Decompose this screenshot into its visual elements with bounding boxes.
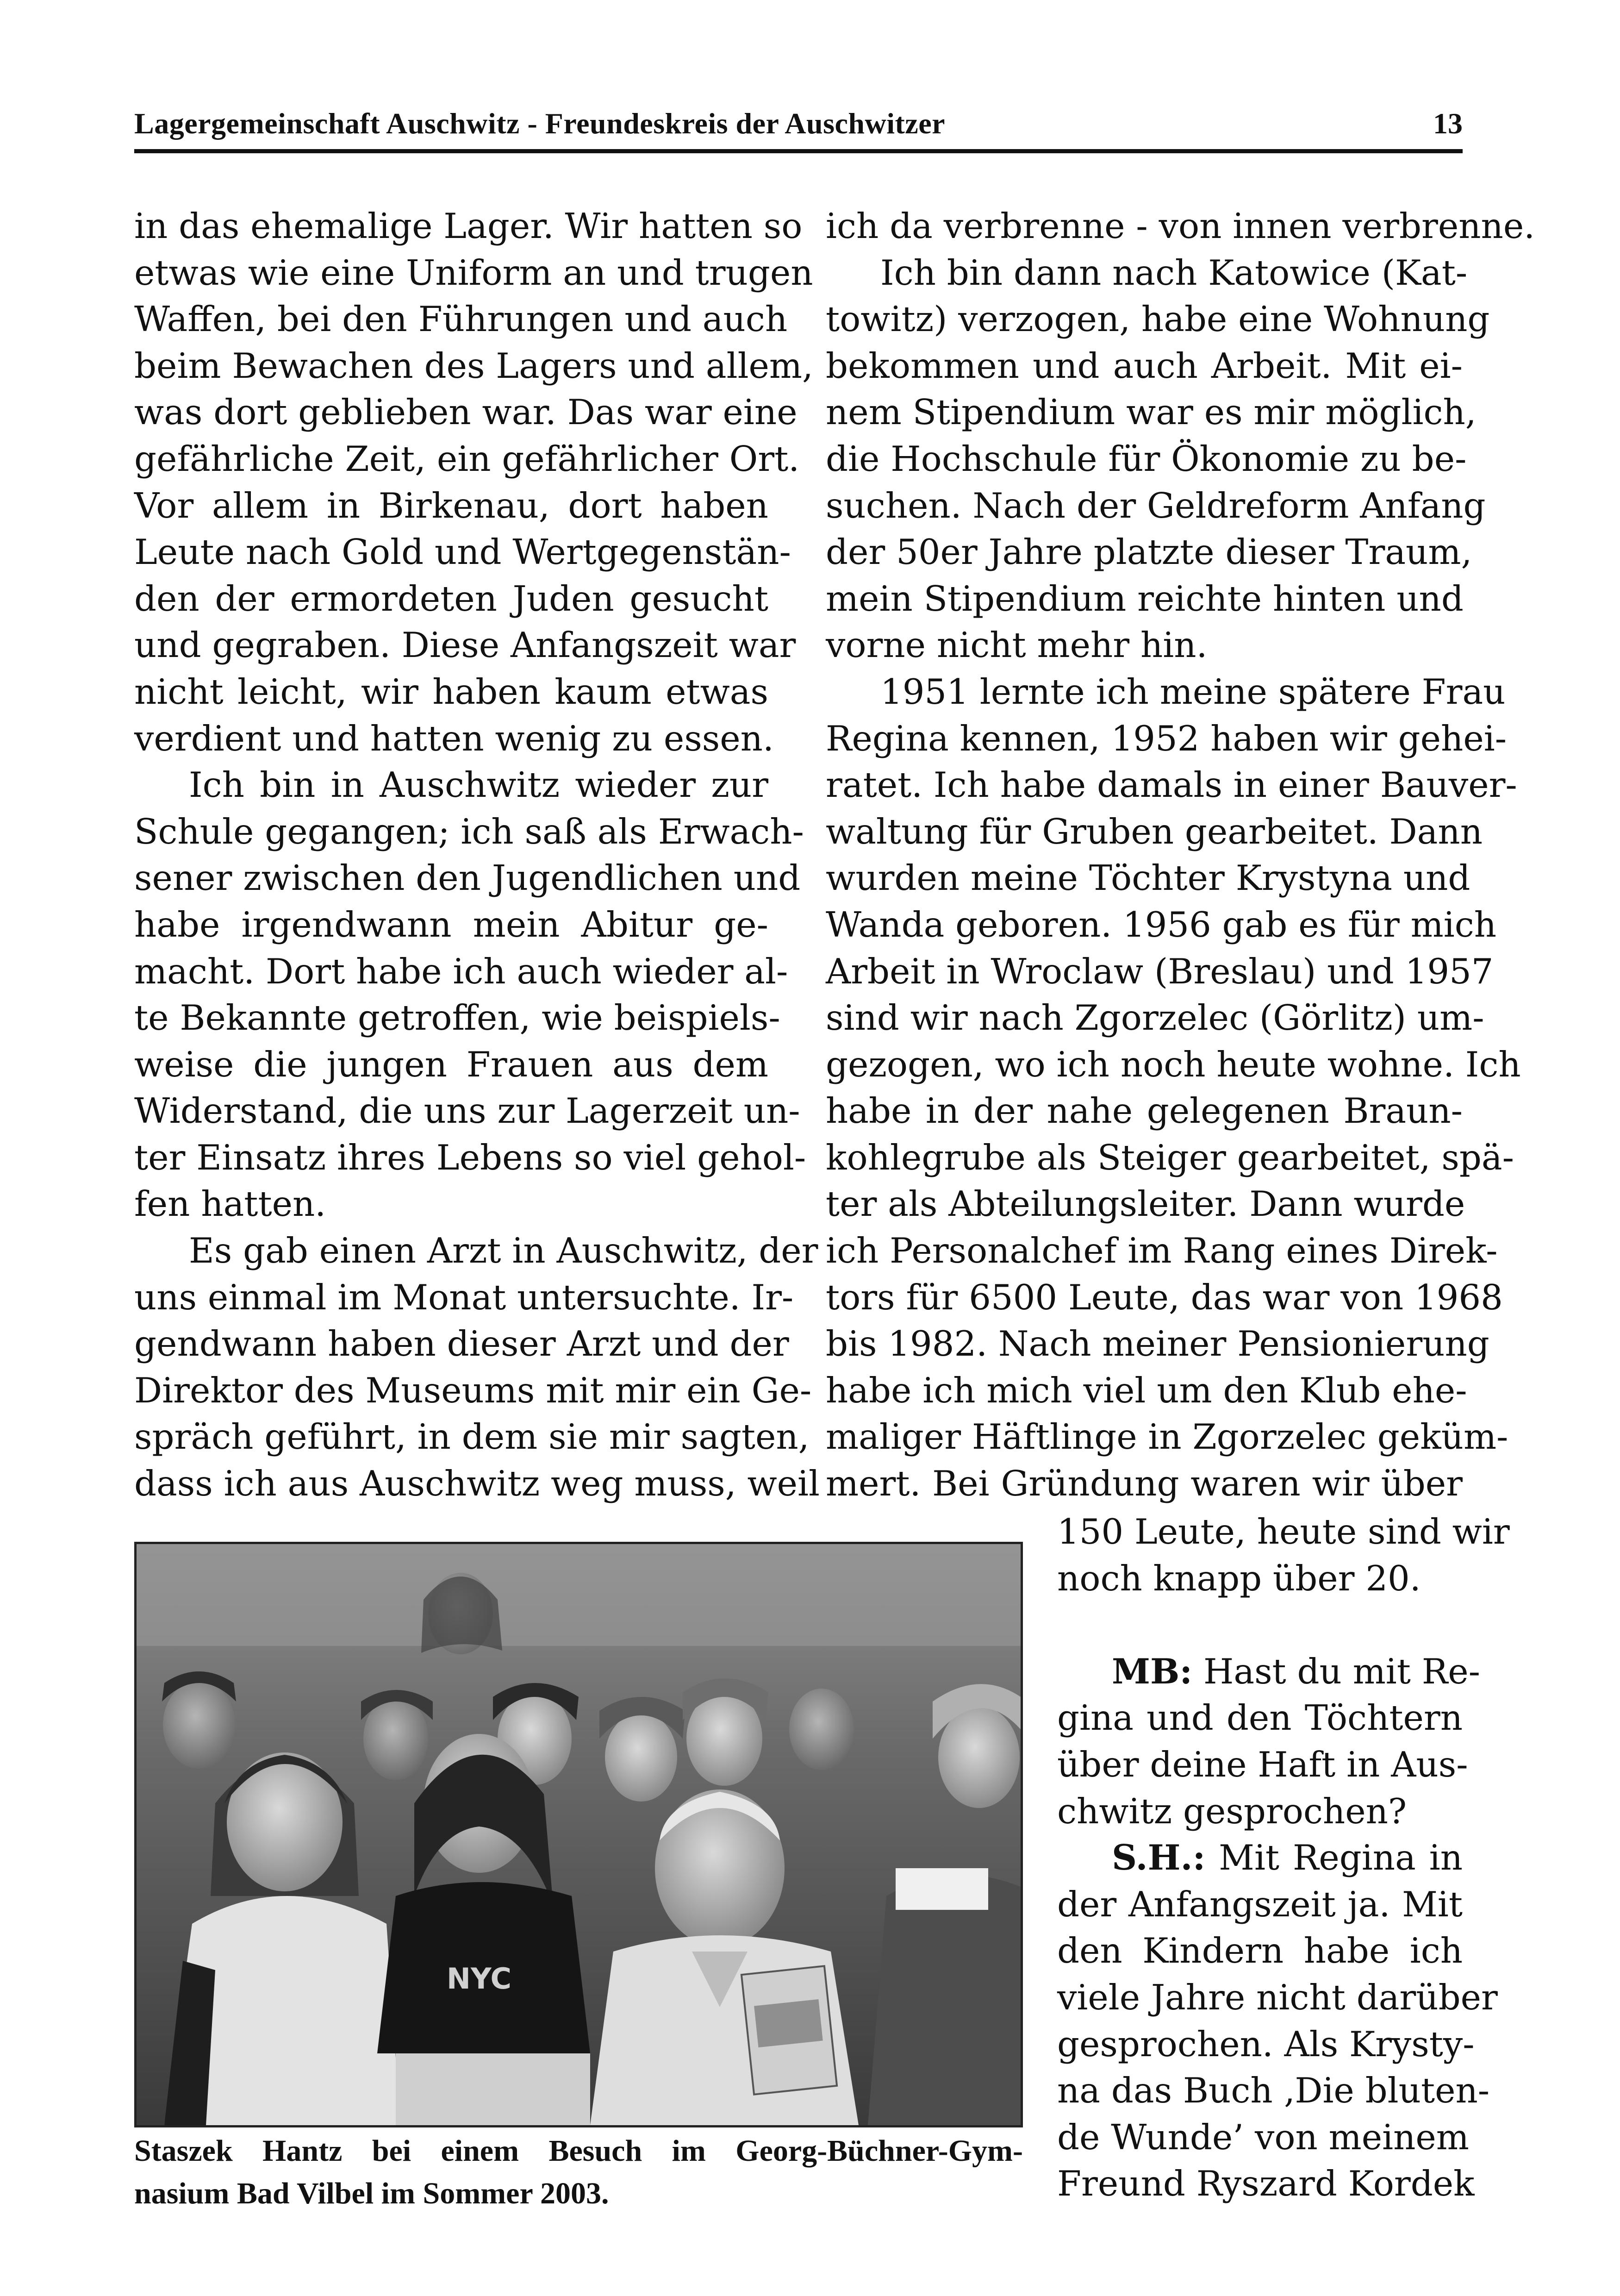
text-line: vorne nicht mehr hin. [826, 625, 1208, 666]
text-line: habe irgendwann mein Abitur ge- [134, 904, 768, 945]
text-line: ich Personalchef im Rang eines Direk- [826, 1230, 1498, 1271]
text-line: verdient und hatten wenig zu essen. [134, 718, 774, 759]
caption-line: Staszek Hantz bei einem Besuch im Georg-Büchner-Gym- [134, 2134, 1023, 2168]
text-line: noch knapp über 20. [1057, 1558, 1421, 1599]
text-line: etwas wie eine Uniform an und trugen [134, 252, 813, 293]
text-line: dass ich aus Auschwitz weg muss, weil [134, 1463, 820, 1504]
photo-caption [134, 2130, 1023, 2215]
text-line: den der ermordeten Juden gesucht [134, 578, 768, 619]
text-line: kohlegrube als Steiger gearbeitet, spä- [826, 1137, 1514, 1178]
header-rule [134, 149, 1463, 153]
group-photo [134, 1542, 1023, 2127]
text-line: sener zwischen den Jugendlichen und [134, 857, 801, 899]
page-number: 13 [1433, 107, 1463, 140]
text-line: Leute nach Gold und Wertgegenstän- [134, 532, 791, 573]
text-line: mein Stipendium reichte hinten und [826, 578, 1464, 619]
text-line: Freund Ryszard Kordek [1057, 2163, 1475, 2204]
text-line: Arbeit in Wroclaw (Breslau) und 1957 [826, 951, 1494, 992]
text-line: bekommen und auch Arbeit. Mit ei- [826, 345, 1463, 386]
text-line: und gegraben. Diese Anfangszeit war [134, 625, 796, 666]
text-line: uns einmal im Monat untersuchte. Ir- [134, 1276, 794, 1318]
speaker-label-sh: S.H.: [1112, 1837, 1206, 1878]
text-line: 1951 lernte ich meine spätere Frau [880, 671, 1506, 712]
header-title: Lagergemeinschaft Auschwitz - Freundeskreis der Auschwitzer [134, 107, 945, 140]
text-line: beim Bewachen des Lagers und allem, [134, 345, 813, 386]
photo-illustration [137, 1544, 1021, 2125]
text-line: ratet. Ich habe damals in einer Bauver- [826, 764, 1517, 806]
caption-line: nasium Bad Vilbel im Sommer 2003. [134, 2177, 609, 2210]
question-start: Hast du mit Re- [1192, 1651, 1480, 1692]
text-line: habe in der nahe gelegenen Braun- [826, 1090, 1463, 1132]
text-line: chwitz gesprochen? [1057, 1790, 1407, 1832]
text-line: suchen. Nach der Geldreform Anfang [826, 485, 1486, 526]
wrap-column [1057, 1508, 1510, 2207]
running-header [134, 101, 1463, 145]
text-line: Wanda geboren. 1956 gab es für mich [826, 904, 1497, 945]
shirt-text: NYC [446, 1962, 512, 1996]
text-line: der Anfangszeit ja. Mit [1057, 1883, 1463, 1925]
text-line: nicht leicht, wir haben kaum etwas [134, 671, 768, 712]
text-line: fen hatten. [134, 1183, 326, 1225]
text-line: wurden meine Töchter Krystyna und [826, 857, 1470, 899]
blank-line [1057, 1602, 1463, 1648]
text-line: spräch geführt, in dem sie mir sagten, [134, 1416, 810, 1458]
text-line: gefährliche Zeit, ein gefährlicher Ort. [134, 438, 800, 479]
answer-start: Mit Regina in [1205, 1837, 1463, 1878]
left-column [134, 203, 820, 1507]
text-line: ich da verbrenne - von innen verbrenne. [826, 206, 1535, 246]
text-line: sind wir nach Zgorzelec (Görlitz) um- [826, 997, 1484, 1039]
text-line: Ich bin in Auschwitz wieder zur [189, 764, 768, 806]
speaker-label-mb: MB: [1112, 1651, 1193, 1692]
text-line: in das ehemalige Lager. Wir hatten so [134, 206, 803, 246]
text-line: gina und den Töchtern [1057, 1697, 1463, 1739]
text-line: bis 1982. Nach meiner Pensionierung [826, 1323, 1489, 1364]
text-line: macht. Dort habe ich auch wieder al- [134, 951, 788, 992]
text-line: gendwann haben dieser Arzt und der [134, 1323, 789, 1364]
text-line: habe ich mich viel um den Klub ehe- [826, 1370, 1467, 1411]
text-line: Es gab einen Arzt in Auschwitz, der [189, 1230, 818, 1271]
text-line: maliger Häftlinge in Zgorzelec geküm- [826, 1416, 1508, 1458]
text-line: Waffen, bei den Führungen und auch [134, 299, 788, 340]
text-line: mert. Bei Gründung waren wir über [826, 1463, 1463, 1504]
text-line: was dort geblieben war. Das war eine [134, 392, 798, 433]
text-line: na das Buch ‚Die bluten- [1057, 2070, 1490, 2111]
text-line: Direktor des Museums mit mir ein Ge- [134, 1370, 812, 1411]
text-line: towitz) verzogen, habe eine Wohnung [826, 299, 1490, 340]
text-line: te Bekannte getroffen, wie beispiels- [134, 997, 780, 1039]
text-line: den Kindern habe ich [1057, 1930, 1463, 1971]
text-line: 150 Leute, heute sind wir [1057, 1511, 1510, 1552]
text-line: tors für 6500 Leute, das war von 1968 [826, 1276, 1503, 1318]
text-line: Schule gegangen; ich saß als Erwach- [134, 811, 804, 852]
right-column [826, 203, 1535, 1507]
text-line: gezogen, wo ich noch heute wohne. Ich [826, 1044, 1521, 1085]
text-line: Ich bin dann nach Katowice (Kat- [880, 252, 1468, 293]
text-line: de Wunde’ von meinem [1057, 2116, 1469, 2158]
text-line: weise die jungen Frauen aus dem [134, 1044, 768, 1085]
text-line: ter Einsatz ihres Lebens so viel gehol- [134, 1137, 806, 1178]
text-line: gesprochen. Als Krysty- [1057, 2023, 1475, 2065]
text-line: über deine Haft in Aus- [1057, 1744, 1468, 1785]
text-line: Widerstand, die uns zur Lagerzeit un- [134, 1090, 800, 1132]
text-line: die Hochschule für Ökonomie zu be- [826, 438, 1467, 479]
text-line: nem Stipendium war es mir möglich, [826, 392, 1477, 433]
text-line: der 50er Jahre platzte dieser Traum, [826, 532, 1472, 573]
text-line: ter als Abteilungsleiter. Dann wurde [826, 1183, 1465, 1225]
interview-answer [1057, 1834, 1463, 1881]
text-line: Vor allem in Birkenau, dort haben [134, 485, 768, 526]
text-line: viele Jahre nicht darüber [1057, 1977, 1498, 2018]
interview-question [1057, 1648, 1480, 1695]
text-line: Regina kennen, 1952 haben wir gehei- [826, 718, 1507, 759]
text-line: waltung für Gruben gearbeitet. Dann [826, 811, 1483, 852]
